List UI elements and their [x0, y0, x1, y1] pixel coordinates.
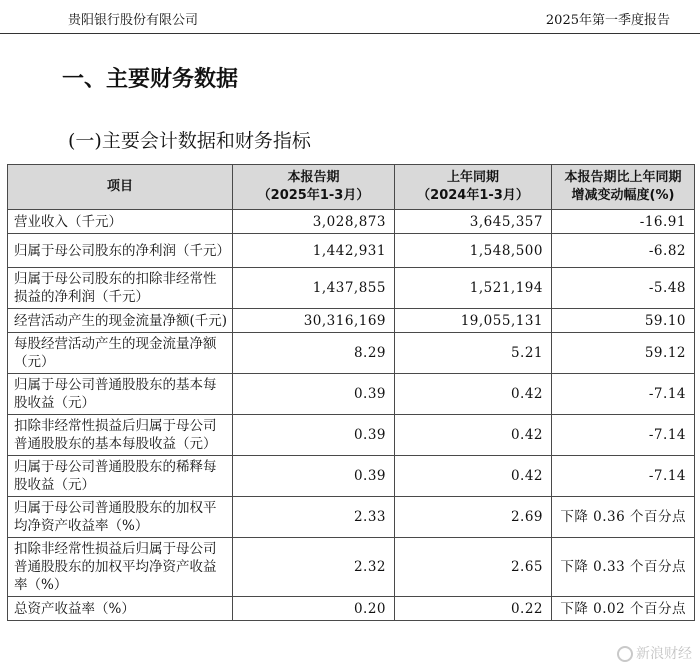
row-item: 归属于母公司普通股股东的加权平均净资产收益率（%）: [8, 497, 233, 538]
row-current: 2.32: [233, 538, 395, 597]
row-change: -5.48: [552, 268, 695, 309]
table-header-row: [8, 165, 695, 210]
row-prior: 0.42: [395, 415, 552, 456]
row-current: 0.39: [233, 415, 395, 456]
row-change: -7.14: [552, 456, 695, 497]
company-name: 贵阳银行股份有限公司: [68, 13, 199, 28]
row-item: 归属于母公司普通股股东的基本每股收益（元）: [8, 374, 233, 415]
row-change: 下降 0.33 个百分点: [552, 538, 695, 597]
table-row: [8, 210, 695, 234]
row-item: 经营活动产生的现金流量净额(千元): [8, 309, 233, 333]
col-header-current: 本报告期 （2025年1-3月）: [233, 165, 395, 210]
table-row: [8, 234, 695, 268]
table-row: [8, 538, 695, 597]
row-change: 下降 0.36 个百分点: [552, 497, 695, 538]
row-current: 0.39: [233, 456, 395, 497]
row-prior: 3,645,357: [395, 210, 552, 234]
row-prior: 5.21: [395, 333, 552, 374]
row-change: -7.14: [552, 415, 695, 456]
col-header-prior: 上年同期 （2024年1-3月）: [395, 165, 552, 210]
row-current: 30,316,169: [233, 309, 395, 333]
row-change: 下降 0.02 个百分点: [552, 597, 695, 621]
table-row: [8, 415, 695, 456]
row-item: 扣除非经常性损益后归属于母公司普通股股东的基本每股收益（元）: [8, 415, 233, 456]
sub-title: (一)主要会计数据和财务指标: [68, 130, 311, 152]
financial-data-table: [7, 164, 695, 621]
table-row: [8, 456, 695, 497]
row-prior: 2.65: [395, 538, 552, 597]
table-row: [8, 497, 695, 538]
row-item: 总资产收益率（%）: [8, 597, 233, 621]
row-current: 0.20: [233, 597, 395, 621]
table-row: [8, 374, 695, 415]
row-prior: 1,521,194: [395, 268, 552, 309]
row-change: -7.14: [552, 374, 695, 415]
col-header-item: 项目: [8, 165, 233, 210]
table-row: [8, 309, 695, 333]
row-change: 59.10: [552, 309, 695, 333]
col-header-change: 本报告期比上年同期 增减变动幅度(%): [552, 165, 695, 210]
running-header: [0, 0, 700, 34]
row-item: 每股经营活动产生的现金流量净额（元）: [8, 333, 233, 374]
watermark-text: 新浪财经: [636, 646, 692, 662]
row-prior: 0.42: [395, 374, 552, 415]
row-prior: 0.42: [395, 456, 552, 497]
row-item: 归属于母公司普通股股东的稀释每股收益（元）: [8, 456, 233, 497]
table-row: [8, 597, 695, 621]
watermark: [617, 643, 692, 663]
row-current: 1,437,855: [233, 268, 395, 309]
section-title: 一、主要财务数据: [62, 67, 239, 92]
row-change: -16.91: [552, 210, 695, 234]
row-item: 营业收入（千元）: [8, 210, 233, 234]
row-prior: 19,055,131: [395, 309, 552, 333]
row-current: 3,028,873: [233, 210, 395, 234]
row-current: 0.39: [233, 374, 395, 415]
row-change: 59.12: [552, 333, 695, 374]
row-prior: 1,548,500: [395, 234, 552, 268]
row-item: 归属于母公司股东的扣除非经常性损益的净利润（千元）: [8, 268, 233, 309]
report-title: 2025年第一季度报告: [545, 13, 670, 28]
weibo-logo-icon: [617, 646, 633, 662]
table-row: [8, 333, 695, 374]
row-item: 归属于母公司股东的净利润（千元）: [8, 234, 233, 268]
row-prior: 0.22: [395, 597, 552, 621]
row-current: 2.33: [233, 497, 395, 538]
row-current: 1,442,931: [233, 234, 395, 268]
row-current: 8.29: [233, 333, 395, 374]
row-prior: 2.69: [395, 497, 552, 538]
row-change: -6.82: [552, 234, 695, 268]
table-row: [8, 268, 695, 309]
row-item: 扣除非经常性损益后归属于母公司普通股股东的加权平均净资产收益率（%）: [8, 538, 233, 597]
